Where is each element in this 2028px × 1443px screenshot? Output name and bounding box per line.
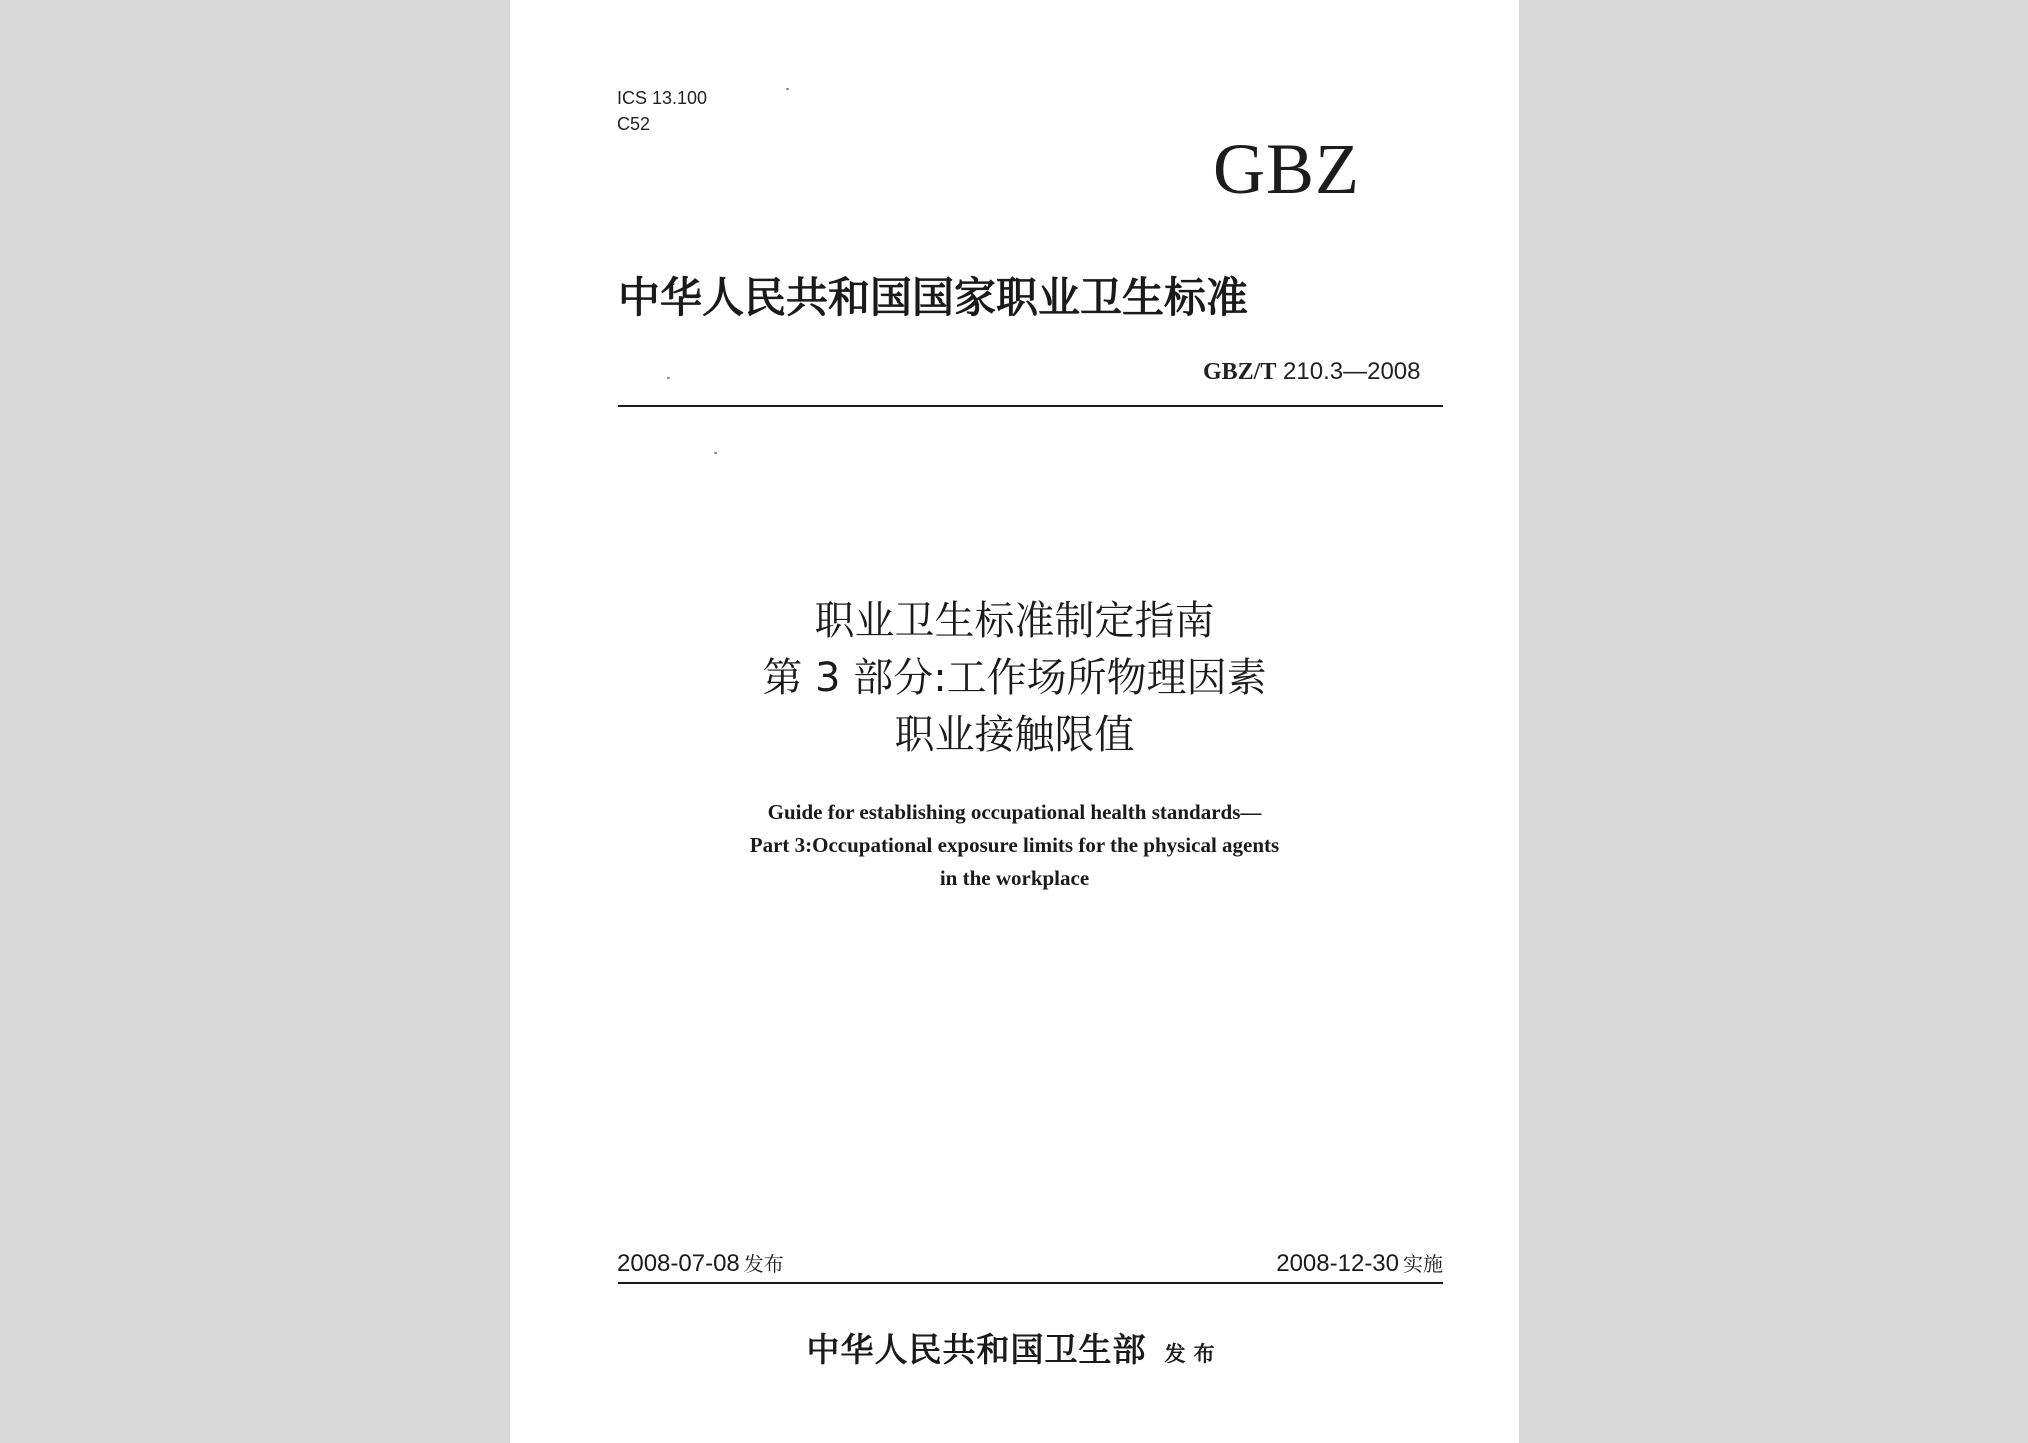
gbz-logo: GBZ	[1213, 129, 1360, 209]
chinese-title-line-2: 第 3 部分:工作场所物理因素	[762, 655, 1267, 701]
issue-date-value: 2008-07-08	[617, 1250, 740, 1277]
classification-codes	[617, 85, 707, 137]
standard-code-prefix: GBZ/T	[1203, 359, 1277, 385]
standard-category-title: 中华人民共和国国家职业卫生标准	[618, 273, 1249, 322]
scan-speck	[714, 452, 717, 454]
publisher-organization: 中华人民共和国卫生部	[806, 1330, 1147, 1369]
english-title-line-3: in the workplace	[939, 866, 1090, 890]
header-divider	[618, 405, 1443, 407]
implementation-date	[1276, 1249, 1443, 1279]
implementation-date-label: 实施	[1403, 1252, 1443, 1276]
chinese-title	[510, 593, 1519, 764]
chinese-title-line-1: 职业卫生标准制定指南	[814, 598, 1215, 644]
document-page	[510, 0, 1519, 1443]
implementation-date-value: 2008-12-30	[1276, 1250, 1399, 1277]
publisher-action: 发布	[1164, 1342, 1223, 1366]
issue-date-label: 发布	[743, 1252, 784, 1276]
footer-divider	[618, 1282, 1443, 1284]
chinese-title-line-3: 职业接触限值	[894, 712, 1135, 758]
ccs-code: C52	[617, 114, 651, 134]
english-title-line-2: Part 3:Occupational exposure limits for the physical agents	[749, 833, 1280, 857]
issue-date	[617, 1249, 784, 1279]
scan-speck	[786, 88, 789, 90]
scan-speck	[667, 377, 670, 379]
publisher	[510, 1328, 1519, 1372]
english-title-line-1: Guide for establishing occupational health standards—	[767, 800, 1262, 824]
standard-code-number: 210.3—2008	[1283, 358, 1421, 385]
standard-code	[1203, 357, 1420, 387]
english-title	[510, 796, 1519, 895]
ics-code: ICS 13.100	[617, 88, 708, 108]
